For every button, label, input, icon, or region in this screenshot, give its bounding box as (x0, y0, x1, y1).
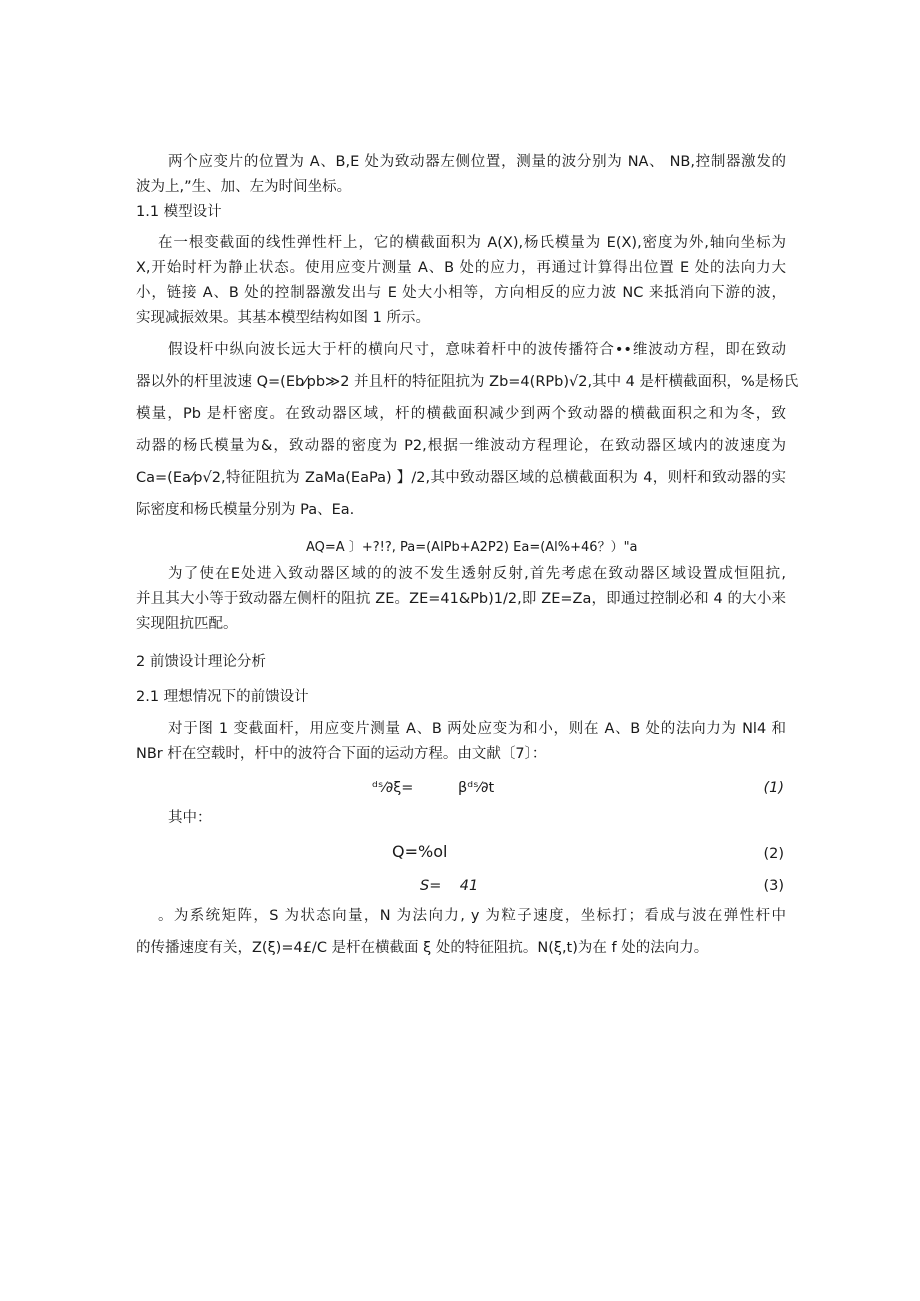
impedance-line-1: 为了使在E处进入致动器区域的的波不发生透射反射,首先考虑在致动器区域设置成恒阻抗, (168, 566, 786, 582)
section-2-heading: 2 前馈设计理论分析 (136, 654, 266, 670)
final-line-1: 。为系统矩阵，S 为状态向量，N 为法向力, y 为粒子速度，坐标打；看成与波在弹性杆中 (158, 908, 786, 924)
model-line-2: X,开始时杆为静止状态。使用应变片测量 A、B 处的应力，再通过计算得出位置 E 处的法向力大 (136, 260, 786, 276)
intro-line-2: 波为上,”生、加、左为时间坐标。 (136, 179, 352, 195)
feed-line-1: 对于图 1 变截面杆，用应变片测量 A、B 两处应变为和小，则在 A、B 处的法向力为 Nl4 和 (168, 721, 786, 737)
assume-line-6: 际密度和杨氏模量分别为 Pa、Ea. (136, 502, 355, 518)
assume-line-3: 模量，Pb 是杆密度。在致动器区域，杆的横截面积减少到两个致动器的横截面积之和为冬，致 (136, 406, 786, 422)
assume-line-2: 器以外的杆里波速 Q=(Eb⁄pb≫2 并且杆的特征阻抗为 Zb=4(RPb)√2,其中 4 是杆横截面积，%是杨氏 (136, 374, 799, 390)
feed-line-2: NBr 杆在空载时，杆中的波符合下面的运动方程。由文献〔7〕： (136, 746, 547, 762)
final-line-2: 的传播速度有关，Z(ξ)=4£/C 是杆在横截面 ξ 处的特征阻抗。N(ξ,t)为在 f 处的法向力。 (136, 940, 709, 956)
assume-line-5: Ca=(Ea⁄p√2,特征阻抗为 ZaMa(EaPa) 】/2,其中致动器区域的总横截面积为 4，则杆和致动器的实 (136, 470, 786, 486)
equation-3-number: (3) (763, 878, 784, 894)
impedance-line-3: 实现阻抗匹配。 (136, 616, 238, 632)
model-line-4: 实现减振效果。其基本模型结构如图 1 所示。 (136, 310, 430, 326)
impedance-line-2: 并且其大小等于致动器左侧杆的阻抗 ZE。ZE=41&Pb)1/2,即 ZE=Za，即通过控制必和 4 的大小来 (136, 591, 786, 607)
equation-2-number: (2) (763, 846, 784, 862)
assume-line-1: 假设杆中纵向波长远大于杆的横向尺寸，意味着杆中的波传播符合••维波动方程，即在致动 (168, 342, 786, 358)
assume-line-4: 动器的杨氏模量为&，致动器的密度为 P2,根据一维波动方程理论，在致动器区域内的波速度为 (136, 438, 786, 454)
intro-line-1: 两个应变片的位置为 A、B,E 处为致动器左侧位置，测量的波分别为 NA、 NB,控制器激发的 (168, 154, 786, 170)
section-2-1-heading: 2.1 理想情况下的前馈设计 (136, 689, 309, 705)
where-label: 其中： (168, 810, 212, 826)
equation-1-rhs: βᵈˢ⁄∂t (458, 780, 495, 796)
equation-1-number: (1) (763, 780, 784, 796)
equation-1-lhs: ᵈˢ⁄∂ξ= (372, 780, 414, 796)
model-line-3: 小，链接 A、B 处的控制器激发出与 E 处大小相等，方向相反的应力波 NC 来抵消向下游的波， (136, 285, 786, 301)
equation-a: AQ=A 〕+?!?, Pa=(AlPb+A2P2) Ea=(Al%+46？）"a (306, 540, 638, 555)
section-1-1-heading: 1.1 模型设计 (136, 204, 222, 220)
equation-2: Q=%ol (392, 842, 448, 861)
equation-3: S= 41 (420, 878, 479, 894)
model-line-1: 在一根变截面的线性弹性杆上，它的横截面积为 A(X),杨氏模量为 E(X),密度为外,轴向坐标为 (158, 235, 786, 251)
